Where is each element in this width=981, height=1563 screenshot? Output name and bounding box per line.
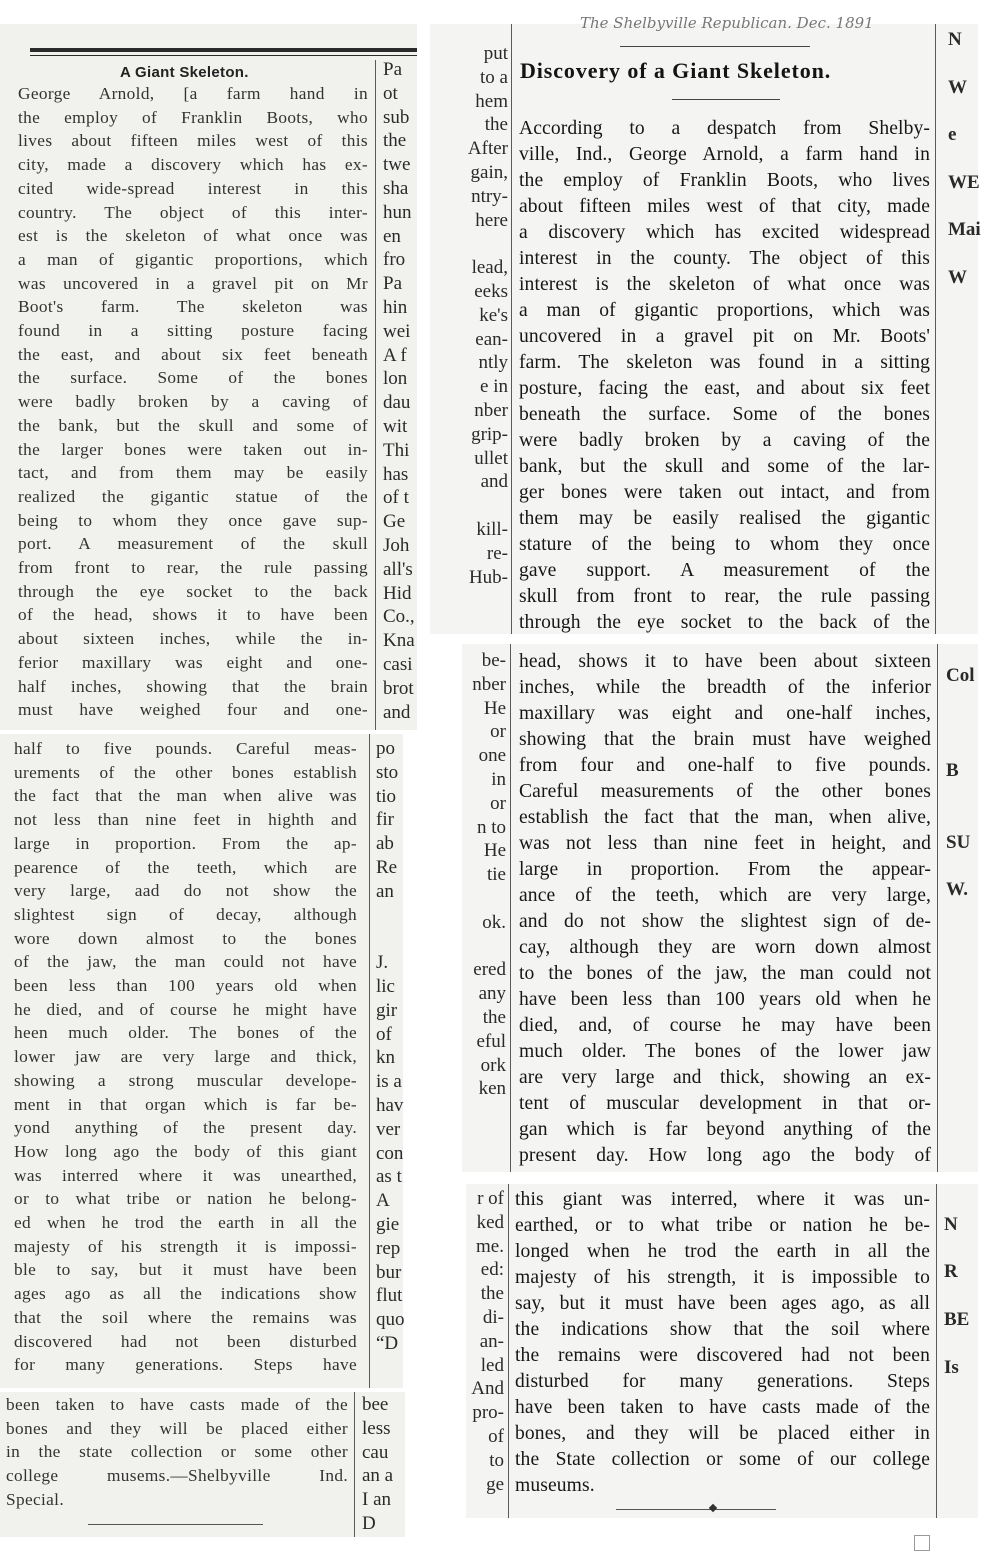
header-fragment: The Shelbyville Republican. Dec. 1891 [580, 14, 874, 32]
fragment-text: D [362, 1512, 376, 1534]
fragment-text: sto [376, 761, 399, 783]
text-line: to the bones of the jaw, the man could not [519, 963, 931, 984]
text-line: ages ago as all the indications show [14, 1284, 357, 1304]
fragment-text: kill- [476, 518, 508, 540]
right-edge-fragments-3 [944, 1189, 978, 1379]
fragment-text: to [489, 1449, 504, 1471]
fragment-text [948, 195, 978, 219]
text-line: inches, while the breadth of the inferior [519, 677, 931, 698]
fragment-text: en [383, 225, 401, 247]
text-line: from four and one-half to five pounds. [519, 755, 931, 776]
fragment-text: Is [944, 1356, 959, 1378]
fragment-text: eeks [474, 280, 508, 302]
text-line: maxillary was eight and one-half inches, [519, 703, 931, 724]
fragment-text: And [471, 1378, 504, 1400]
fragment-text: in [491, 768, 506, 790]
text-line: farm. The skeleton was found in a sitting [519, 352, 930, 373]
left-clip-top [0, 24, 417, 730]
fragment-text: bur [376, 1261, 402, 1283]
text-line: the east, and about six feet beneath [18, 344, 368, 364]
text-line: this giant was interred, where it was un- [515, 1189, 930, 1210]
text-line: of the jaw, the man could not have [14, 952, 357, 972]
text-line: majesty of his strength, it is impossible to [515, 1267, 930, 1288]
fragment-text: J. [376, 952, 389, 974]
fragment-text: put [483, 43, 508, 64]
fragment-text: ked [476, 1211, 504, 1233]
text-line: the indications show that the soil where [515, 1319, 930, 1340]
fragment-text: ean- [475, 328, 508, 350]
fragment-text: ullet [474, 447, 508, 469]
fragment-text: Thi [383, 439, 410, 461]
text-line: a discovery which has excited widespread [519, 222, 930, 243]
fragment-text: flut [376, 1285, 403, 1307]
text-line: a man of gigantic proportions, which was [519, 300, 930, 321]
text-line: been less than 100 years old when [14, 976, 357, 996]
text-line: tact, and from them may be easily [18, 463, 368, 483]
text-line: have been less than 100 years old when he [519, 989, 931, 1010]
fragment-text [376, 904, 403, 928]
right-edge-fragments-2 [946, 664, 978, 902]
text-line: in the state collection or some other [6, 1442, 348, 1462]
fragment-text: of [488, 1425, 504, 1447]
text-line: he died, and of course he might have [14, 999, 357, 1019]
text-line: from front to rear, the rule passing [18, 558, 368, 578]
end-rule [88, 1524, 263, 1525]
text-line: ble to say, but it must have been [14, 1260, 357, 1280]
fragment-text: ed: [480, 1259, 504, 1281]
fragment-text: A [376, 1190, 390, 1212]
text-line: were badly broken by a caving of [18, 392, 368, 412]
fragment-text: or [490, 792, 506, 814]
fragment-text: gir [376, 999, 398, 1021]
fragment-text: Hub- [468, 566, 508, 588]
left-side-fragments-1 [383, 58, 417, 724]
fragment-text: Ge [383, 511, 406, 533]
fragment-text: casi [383, 653, 413, 675]
left-clip-bottom [0, 1392, 405, 1537]
fragment-text: After [467, 138, 508, 160]
fragment-text: Co., [383, 606, 415, 628]
text-line: ville, Ind., George Arnold, a farm hand in [519, 144, 930, 165]
fragment-text: fro [383, 249, 406, 271]
fragment-text: e in [480, 376, 508, 398]
fragment-text: fir [376, 809, 394, 831]
text-line: of the head, shows it to have been [18, 605, 368, 625]
fragment-text: rep [376, 1237, 401, 1259]
fragment-text: ver [376, 1118, 401, 1140]
fragment-text: N [944, 1213, 958, 1235]
right-clip-bottom [466, 1184, 978, 1518]
text-line: present day. How long ago the body of [519, 1145, 931, 1166]
fragment-text: brot [383, 677, 414, 699]
text-line: museums. [515, 1475, 595, 1496]
left-article-body-part2 [14, 737, 357, 1377]
fragment-text: W [948, 266, 967, 288]
text-line: the fact that the man when alive was [14, 786, 357, 806]
fragment-text: or [490, 721, 506, 743]
fragment-text: the [480, 1283, 504, 1305]
fragment-text: He [483, 697, 506, 719]
text-line: tent of muscular development in that or- [519, 1093, 931, 1114]
fragment-text [462, 935, 506, 959]
column-rule [936, 1184, 937, 1518]
text-line: the larger bones were taken out in- [18, 439, 368, 459]
text-line: establish the fact that the man, when alive, [519, 807, 931, 828]
text-line: the bank, but the skull and some of [18, 415, 368, 435]
fragment-text: Pa [383, 273, 402, 295]
end-rule [616, 1509, 776, 1510]
column-rule [354, 1392, 355, 1537]
text-line: interest in the county. The object of this [519, 248, 930, 269]
fragment-text: quo [376, 1309, 405, 1331]
text-line: wore down almost to the bones [14, 928, 357, 948]
text-line: have been taken to have casts made of the [515, 1397, 930, 1418]
fragment-text: an [376, 880, 394, 902]
text-line: Boot's farm. The skeleton was [18, 297, 368, 317]
fragment-text: B [946, 760, 959, 782]
text-line: the employ of Franklin Boots, who lives [519, 170, 930, 191]
right-article-body-part2 [519, 649, 931, 1169]
fragment-text: as t [376, 1166, 402, 1188]
text-line: lower jaw are very large and thick, [14, 1047, 357, 1067]
fragment-text [948, 99, 978, 123]
text-line: port. A measurement of the skull [18, 534, 368, 554]
fragment-text: the [482, 1006, 506, 1028]
text-line: earthed, or to what tribe or nation he be- [515, 1215, 930, 1236]
text-line: uncovered in a gravel pit on Mr. Boots' [519, 326, 930, 347]
text-line: not less than nine feet in highth and [14, 810, 357, 830]
text-line: cay, although they are worn down almost [519, 937, 931, 958]
text-line: bones, and they will be placed either in [515, 1423, 930, 1444]
fragment-text [948, 147, 978, 171]
fragment-text: lon [383, 368, 408, 390]
fragment-text: ken [478, 1078, 506, 1100]
fragment-text [376, 927, 403, 951]
text-line: city, made a discovery which has ex- [18, 155, 368, 175]
fragment-text: “D [376, 1332, 399, 1354]
fragment-text: nber [472, 673, 506, 695]
text-line: yond anything of the present day. [14, 1118, 357, 1138]
fragment-text: wit [383, 415, 408, 437]
text-line: through the eye socket to the back [18, 581, 368, 601]
fragment-text: sha [383, 177, 409, 199]
fragment-text: of t [383, 487, 409, 509]
text-line: heen much older. The bones of the [14, 1023, 357, 1043]
fragment-text: WE [948, 171, 980, 193]
text-line: beneath the surface. Some of the bones [519, 404, 930, 425]
fragment-text: re- [486, 542, 508, 564]
text-line: the remains were discovered had not been [515, 1345, 930, 1366]
column-rule [369, 734, 370, 1388]
text-line: found in a sitting posture facing [18, 321, 368, 341]
text-line: George Arnold, [a farm hand in [18, 84, 368, 103]
left-article-body-part1 [18, 82, 368, 722]
fragment-text: bee [362, 1394, 389, 1415]
title-rule [672, 99, 780, 100]
text-line: gave support. A measurement of the [519, 560, 930, 581]
header-rule [620, 46, 810, 47]
text-line: or to what tribe or nation he belong- [14, 1189, 357, 1209]
fragment-text: Col [946, 665, 975, 686]
fragment-text: eful [476, 1030, 506, 1052]
fragment-text: and [480, 471, 508, 493]
fragment-text [946, 712, 978, 736]
text-line: slightest sign of decay, although [14, 904, 357, 924]
fragment-text: BE [944, 1308, 970, 1330]
fragment-text: pro- [472, 1402, 504, 1424]
text-line: lives about fifteen miles west of this [18, 131, 368, 151]
column-rule [937, 644, 938, 1172]
text-line: and do not show the slightest sign of de- [519, 911, 931, 932]
text-line: died, and, of course he may have been [519, 1015, 931, 1036]
text-line: ferior maxillary was eight and one- [18, 652, 368, 672]
text-line: college musems.—Shelbyville Ind. [6, 1466, 348, 1486]
fragment-text: hun [383, 201, 412, 223]
fragment-text: an a [362, 1465, 394, 1487]
fragment-text: ge [486, 1473, 504, 1495]
fragment-text: one [478, 745, 506, 767]
fragment-text: gain, [470, 161, 508, 183]
fragment-text [462, 887, 506, 911]
text-line: half inches, showing that the brain [18, 676, 368, 696]
left-side-fragments-2 [376, 737, 403, 1356]
text-line: that the soil where the remains was [14, 1307, 357, 1327]
text-line: longed when he trod the earth in all the [515, 1241, 930, 1262]
fragment-text [948, 242, 978, 266]
fragment-text: dau [383, 392, 411, 414]
text-line: urements of the other bones establish [14, 762, 357, 782]
fragment-text [946, 735, 978, 759]
fragment-text: SU [946, 831, 971, 853]
left-article-body-part3 [6, 1393, 348, 1512]
fragment-text: Hid [383, 582, 412, 604]
fragment-text: of [376, 1023, 392, 1045]
text-line: bones and they will be placed either [6, 1418, 348, 1438]
text-line: half to five pounds. Careful meas- [14, 739, 357, 758]
fragment-text: e [948, 124, 957, 146]
top-rule-thin [30, 55, 417, 56]
left-clip-middle [0, 734, 403, 1388]
text-line: about fifteen miles west of that city, made [519, 196, 930, 217]
fragment-text [944, 1332, 978, 1356]
text-line: being to whom they once gave sup- [18, 510, 368, 530]
fragment-text: con [376, 1142, 404, 1164]
text-line: head, shows it to have been about sixteen [519, 651, 931, 672]
fragment-text: po [376, 738, 395, 759]
fragment-text: hem [475, 90, 508, 112]
fragment-text: nber [474, 399, 508, 421]
fragment-text [946, 854, 978, 878]
fragment-text: W [948, 76, 967, 98]
text-line: through the eye socket to the back of the [519, 612, 930, 633]
fragment-text: ntly [478, 352, 508, 374]
text-line: was not less than nine feet in height, and [519, 833, 931, 854]
fragment-text: all's [383, 558, 413, 580]
text-line: discovered had not been disturbed [14, 1331, 357, 1351]
fragment-text: sub [383, 106, 410, 128]
text-line: realized the gigantic statue of the [18, 486, 368, 506]
fragment-text: Joh [383, 534, 410, 556]
right-left-fragments-2 [462, 649, 506, 1101]
fragment-text: me. [476, 1235, 504, 1257]
fragment-text [948, 52, 978, 76]
text-line: est is the skeleton of what once was [18, 226, 368, 246]
fragment-text: lead, [471, 257, 508, 279]
text-line: a man of gigantic proportions, which [18, 249, 368, 269]
right-article-title: Discovery of a Giant Skeleton. [520, 58, 832, 83]
fragment-text: has [383, 463, 409, 485]
text-line: must have weighed four and one- [18, 700, 368, 720]
fragment-text: and [383, 701, 411, 723]
right-edge-fragments-1 [948, 28, 981, 290]
text-line: ger bones were taken out intact, and from [519, 482, 930, 503]
fragment-text [946, 688, 978, 712]
right-article-body-part3 [515, 1187, 930, 1499]
fragment-text: n to [476, 816, 506, 838]
text-line: the surface. Some of the bones [18, 368, 368, 388]
right-left-fragments-3 [466, 1187, 504, 1496]
fragment-text [946, 783, 978, 807]
fragment-text [430, 232, 508, 256]
fragment-text: ot [383, 82, 398, 104]
left-article-title: A Giant Skeleton. [120, 64, 249, 81]
fragment-text: di- [482, 1306, 504, 1328]
text-line: ment in that organ which is far be- [14, 1094, 357, 1114]
text-line: Special. [6, 1489, 64, 1509]
text-line: about sixteen inches, while the in- [18, 629, 368, 649]
fragment-text: the [484, 114, 508, 136]
fragment-text [430, 494, 508, 518]
text-line: been taken to have casts made of the [6, 1395, 348, 1414]
right-clip-top [430, 14, 981, 634]
text-line: was interred where it was unearthed, [14, 1165, 357, 1185]
fragment-text: hin [383, 296, 408, 318]
fragment-text: twe [383, 154, 411, 176]
fragment-text: ke's [479, 304, 508, 326]
fragment-text: any [478, 983, 506, 1005]
end-ornament [709, 1504, 717, 1512]
text-line: cited wide-spread interest in this [18, 178, 368, 198]
fragment-text: W. [946, 879, 969, 901]
column-rule [508, 1184, 509, 1518]
text-line: stature of the being to whom they once [519, 534, 930, 555]
text-line: showing a strong muscular develope- [14, 1070, 357, 1090]
fragment-text: Mai [948, 219, 981, 241]
text-line: ance of the teeth, which are very large, [519, 885, 931, 906]
column-rule [375, 60, 376, 730]
fragment-text: is a [376, 1071, 402, 1093]
text-line: were badly broken by a caving of the [519, 430, 930, 451]
fragment-text: less [362, 1417, 391, 1439]
top-rule [30, 48, 417, 52]
fragment-text [946, 807, 978, 831]
fragment-text: lic [376, 975, 395, 997]
text-line: majesty of his strength it is impossi- [14, 1236, 357, 1256]
text-line: large in proportion. From the ap- [14, 833, 357, 853]
right-left-fragments-1 [430, 42, 508, 589]
fragment-text [944, 1237, 978, 1261]
text-line: How long ago the body of this giant [14, 1141, 357, 1161]
fragment-text: He [483, 840, 506, 862]
left-side-fragments-3 [362, 1393, 405, 1536]
text-line: very large, aad do not show the [14, 881, 357, 901]
fragment-text: grip- [471, 423, 508, 445]
fragment-text [944, 1284, 978, 1308]
fragment-text: Re [376, 856, 398, 878]
fragment-text: an- [479, 1330, 504, 1352]
corner-checkbox [914, 1535, 930, 1551]
text-line: showing that the brain must have weighed [519, 729, 931, 750]
text-line: large in proportion. From the appear- [519, 859, 931, 880]
text-line: are very large and thick, showing an ex- [519, 1067, 931, 1088]
column-rule [510, 644, 511, 1172]
text-line: the employ of Franklin Boots, who [18, 107, 368, 127]
text-line: Careful measurements of the other bones [519, 781, 931, 802]
fragment-text: ok. [482, 911, 506, 933]
text-line: gan which is far beyond anything of the [519, 1119, 931, 1140]
fragment-text: N [948, 29, 962, 50]
fragment-text: led [480, 1354, 504, 1376]
text-line: interest is the skeleton of what once was [519, 274, 930, 295]
fragment-text: Kna [383, 630, 415, 652]
fragment-text: Pa [383, 59, 402, 80]
text-line: posture, facing the east, and about six feet [519, 378, 930, 399]
fragment-text: r of [477, 1188, 504, 1209]
fragment-text: tie [487, 864, 506, 886]
fragment-text: I an [362, 1489, 392, 1511]
text-line: According to a despatch from Shelby- [519, 118, 930, 139]
text-line: them may be easily realised the gigantic [519, 508, 930, 529]
fragment-text: A f [383, 344, 407, 366]
fragment-text: to a [480, 66, 508, 88]
text-line: skull from front to rear, the rule passing [519, 586, 930, 607]
text-line: country. The object of this inter- [18, 202, 368, 222]
fragment-text: the [383, 130, 407, 152]
text-line: for many generations. Steps have [14, 1355, 357, 1375]
fragment-text: ered [473, 959, 506, 981]
fragment-text: here [475, 209, 508, 231]
fragment-text: R [944, 1261, 958, 1283]
fragment-text: tio [376, 785, 397, 807]
column-rule [935, 24, 936, 634]
right-clip-middle [462, 644, 978, 1172]
text-line: say, but it must have been ages ago, as all [515, 1293, 930, 1314]
text-line: much older. The bones of the lower jaw [519, 1041, 931, 1062]
right-article-body-part1 [519, 116, 930, 636]
fragment-text: be- [481, 650, 506, 671]
text-line: disturbed for many generations. Steps [515, 1371, 930, 1392]
fragment-text: ntry- [471, 185, 508, 207]
fragment-text: cau [362, 1441, 389, 1463]
text-line: ed when he trod the earth in all the [14, 1213, 357, 1233]
fragment-text: ork [480, 1054, 506, 1076]
fragment-text: ab [376, 833, 394, 855]
fragment-text: gie [376, 1213, 400, 1235]
fragment-text [944, 1189, 978, 1213]
text-line: the State collection or some of our college [515, 1449, 930, 1470]
text-line: pearence of the teeth, which are [14, 857, 357, 877]
fragment-text: wei [383, 320, 411, 342]
column-rule [511, 24, 512, 634]
fragment-text: hav [376, 1094, 404, 1116]
text-line: was uncovered in a gravel pit on Mr [18, 273, 368, 293]
fragment-text: kn [376, 1047, 395, 1069]
text-line: bank, but the skull and some of the lar- [519, 456, 930, 477]
